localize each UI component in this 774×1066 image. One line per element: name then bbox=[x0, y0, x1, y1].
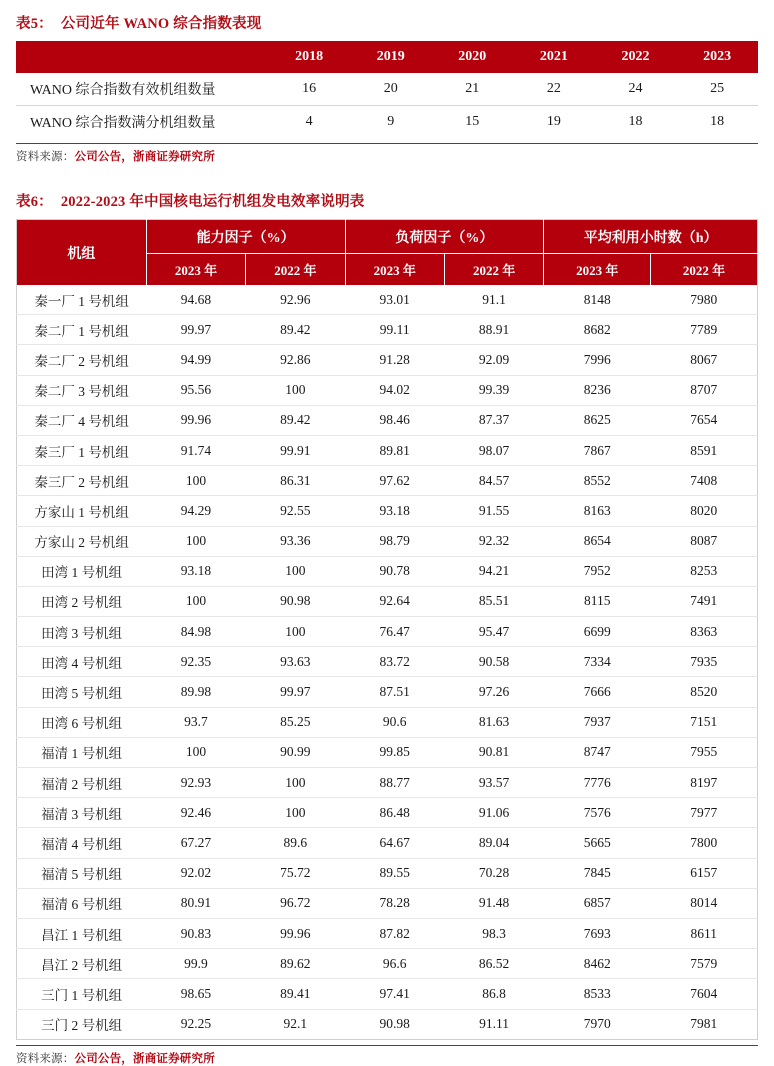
table6-cell: 90.98 bbox=[246, 586, 345, 616]
table5-caption-number: 表5： bbox=[16, 16, 53, 32]
table6-cell: 100 bbox=[146, 526, 245, 556]
table6-cell: 8087 bbox=[651, 526, 758, 556]
table6-cell: 90.98 bbox=[379, 1016, 410, 1032]
table6-group-header-capability: 能力因子（%） bbox=[146, 220, 345, 254]
table6-cell: 7980 bbox=[651, 285, 758, 315]
table6-unit-name: 田湾 4 号机组 bbox=[17, 647, 147, 677]
table6-cell: 98.07 bbox=[444, 435, 543, 465]
table6-unit-name: 三门 2 号机组 bbox=[41, 1018, 123, 1034]
table6-source-label: 资料来源： bbox=[16, 1052, 75, 1065]
table6-cell: 8148 bbox=[544, 285, 651, 315]
table-row bbox=[17, 345, 758, 375]
table-wano-index bbox=[16, 41, 758, 138]
table6-cell: 93.18 bbox=[146, 556, 245, 586]
table6-cell: 7977 bbox=[651, 798, 758, 828]
table6-unit-name: 福清 1 号机组 bbox=[17, 737, 147, 767]
table6-source-org: 公司公告，浙商证券研究所 bbox=[74, 1052, 215, 1065]
table5-row-label: WANO 综合指数满分机组数量 bbox=[30, 116, 216, 131]
table6-cell: 87.51 bbox=[345, 677, 444, 707]
table6-caption-text: 2022-2023 年中国核电运行机组发电效率说明表 bbox=[60, 194, 365, 210]
table6-sub-header-2: 2023 年 bbox=[345, 254, 444, 286]
table5-caption-text: 公司近年 WANO 综合指数表现 bbox=[60, 16, 262, 32]
table6-cell: 93.18 bbox=[345, 496, 444, 526]
table5-col-header-0 bbox=[16, 41, 268, 73]
table-row bbox=[17, 375, 758, 405]
table5-cell: 16 bbox=[268, 73, 350, 106]
table-row bbox=[17, 1009, 758, 1039]
table6-cell: 100 bbox=[246, 617, 345, 647]
table-row bbox=[17, 768, 758, 798]
table6-cell: 83.72 bbox=[345, 647, 444, 677]
table6-cell: 92.55 bbox=[246, 496, 345, 526]
table6-cell: 89.55 bbox=[345, 858, 444, 888]
table6-cell: 93.63 bbox=[246, 647, 345, 677]
table6-cell: 100 bbox=[246, 556, 345, 586]
table-row bbox=[17, 858, 758, 888]
table5-cell: 15 bbox=[465, 114, 480, 129]
table6-cell: 7408 bbox=[651, 466, 758, 496]
table6-cell: 100 bbox=[146, 466, 245, 496]
table6-cell: 95.56 bbox=[146, 375, 245, 405]
table5-cell: 21 bbox=[432, 73, 514, 106]
table6-unit-name: 秦一厂 1 号机组 bbox=[17, 285, 147, 315]
table6-cell: 8462 bbox=[544, 949, 651, 979]
table-row bbox=[17, 647, 758, 677]
table5-col-header-5: 2022 bbox=[595, 41, 677, 73]
table-row bbox=[17, 466, 758, 496]
table6-unit-name: 田湾 1 号机组 bbox=[17, 556, 147, 586]
table6-cell: 89.41 bbox=[246, 979, 345, 1009]
table6-cell: 64.67 bbox=[345, 828, 444, 858]
table6-cell: 100 bbox=[246, 768, 345, 798]
table6-cell: 86.52 bbox=[444, 949, 543, 979]
table6-cell: 99.11 bbox=[345, 315, 444, 345]
table6-unit-name: 昌江 2 号机组 bbox=[17, 949, 147, 979]
table6-cell: 89.42 bbox=[246, 405, 345, 435]
table5-source-label: 资料来源： bbox=[16, 151, 75, 163]
table5-head bbox=[16, 41, 758, 73]
table5-cell: 9 bbox=[387, 114, 395, 129]
table6-unit-name: 秦二厂 3 号机组 bbox=[17, 375, 147, 405]
table6-cell: 8552 bbox=[544, 466, 651, 496]
table5-col-header-2: 2019 bbox=[350, 41, 432, 73]
table6-cell: 85.51 bbox=[444, 586, 543, 616]
table-row bbox=[17, 828, 758, 858]
table6-cell: 8654 bbox=[544, 526, 651, 556]
table6-unit-name: 福清 5 号机组 bbox=[17, 858, 147, 888]
table6-cell: 67.27 bbox=[146, 828, 245, 858]
table6-cell: 84.98 bbox=[146, 617, 245, 647]
table-row bbox=[17, 707, 758, 737]
table6-cell: 7845 bbox=[544, 858, 651, 888]
table6-unit-name: 三门 1 号机组 bbox=[17, 979, 147, 1009]
table6-cell: 85.25 bbox=[246, 707, 345, 737]
table6-unit-name: 福清 2 号机组 bbox=[17, 768, 147, 798]
table6-cell: 8115 bbox=[544, 586, 651, 616]
table6-cell: 86.31 bbox=[246, 466, 345, 496]
table6-cell: 87.82 bbox=[345, 918, 444, 948]
table6-cell: 8747 bbox=[544, 737, 651, 767]
table6-cell: 92.32 bbox=[444, 526, 543, 556]
table6-unit-name: 福清 3 号机组 bbox=[17, 798, 147, 828]
table6-caption-number: 表6： bbox=[16, 194, 53, 210]
table6-cell: 88.77 bbox=[345, 768, 444, 798]
table6-cell: 86.48 bbox=[345, 798, 444, 828]
table6-cell: 98.65 bbox=[146, 979, 245, 1009]
table5-col-header-1: 2018 bbox=[268, 41, 350, 73]
table5-header-row bbox=[16, 41, 758, 73]
table6-cell: 8014 bbox=[651, 888, 758, 918]
table6-cell: 89.62 bbox=[246, 949, 345, 979]
table6-sub-header-3: 2022 年 bbox=[444, 254, 543, 286]
table6-cell: 7579 bbox=[651, 949, 758, 979]
table6-cell: 93.01 bbox=[345, 285, 444, 315]
table6-cell: 8163 bbox=[544, 496, 651, 526]
table-row bbox=[17, 918, 758, 948]
table6-cell: 91.48 bbox=[444, 888, 543, 918]
table6-cell: 91.55 bbox=[444, 496, 543, 526]
table5-source bbox=[16, 143, 758, 164]
table6-cell: 7776 bbox=[544, 768, 651, 798]
table6-cell: 70.28 bbox=[444, 858, 543, 888]
table6-cell: 92.86 bbox=[246, 345, 345, 375]
table6-cell: 100 bbox=[146, 737, 245, 767]
table-row bbox=[17, 737, 758, 767]
table-row bbox=[17, 315, 758, 345]
table6-cell: 80.91 bbox=[146, 888, 245, 918]
table6-cell: 91.1 bbox=[444, 285, 543, 315]
table6-cell: 8625 bbox=[544, 405, 651, 435]
table6-group-header-hours: 平均利用小时数（h） bbox=[544, 220, 758, 254]
table6-unit-name: 方家山 1 号机组 bbox=[17, 496, 147, 526]
table6-cell: 94.68 bbox=[146, 285, 245, 315]
table6-cell: 7491 bbox=[651, 586, 758, 616]
table-row bbox=[17, 617, 758, 647]
table6-unit-name: 秦三厂 2 号机组 bbox=[17, 466, 147, 496]
table6-cell: 7955 bbox=[651, 737, 758, 767]
table5-row-label: WANO 综合指数有效机组数量 bbox=[16, 73, 268, 106]
table6-cell: 78.28 bbox=[345, 888, 444, 918]
table6-unit-name: 方家山 2 号机组 bbox=[17, 526, 147, 556]
table6-cell: 99.96 bbox=[246, 918, 345, 948]
table6-cell: 94.99 bbox=[146, 345, 245, 375]
table6-cell: 7996 bbox=[544, 345, 651, 375]
table5-caption bbox=[16, 12, 758, 33]
table6-cell: 92.25 bbox=[180, 1016, 212, 1032]
table6-cell: 98.3 bbox=[444, 918, 543, 948]
table6-cell: 99.9 bbox=[146, 949, 245, 979]
table-unit-efficiency bbox=[16, 219, 758, 1040]
table6-unit-name: 秦二厂 2 号机组 bbox=[17, 345, 147, 375]
table6-cell: 90.6 bbox=[345, 707, 444, 737]
table5-cell: 25 bbox=[676, 73, 758, 106]
table6-caption bbox=[16, 190, 758, 211]
table6-cell: 98.79 bbox=[345, 526, 444, 556]
table-row bbox=[17, 556, 758, 586]
table6-cell: 100 bbox=[246, 375, 345, 405]
table6-cell: 94.02 bbox=[345, 375, 444, 405]
table6-head bbox=[17, 220, 758, 286]
table6-cell: 99.97 bbox=[246, 677, 345, 707]
table6-unit-name: 田湾 5 号机组 bbox=[17, 677, 147, 707]
table6-group-header-load: 负荷因子（%） bbox=[345, 220, 544, 254]
table6-cell: 92.02 bbox=[146, 858, 245, 888]
table5-col-header-4: 2021 bbox=[513, 41, 595, 73]
table6-cell: 96.72 bbox=[246, 888, 345, 918]
table6-cell: 99.91 bbox=[246, 435, 345, 465]
table-row bbox=[17, 405, 758, 435]
table6-cell: 93.36 bbox=[246, 526, 345, 556]
table6-cell: 89.42 bbox=[246, 315, 345, 345]
table6-cell: 8020 bbox=[651, 496, 758, 526]
table5-cell: 24 bbox=[595, 73, 677, 106]
table6-cell: 89.6 bbox=[246, 828, 345, 858]
table6-cell: 92.93 bbox=[146, 768, 245, 798]
table6-cell: 100 bbox=[246, 798, 345, 828]
table6-group-header-row bbox=[17, 220, 758, 254]
table6-body bbox=[17, 285, 758, 1039]
table6-cell: 95.47 bbox=[444, 617, 543, 647]
table6-cell: 92.96 bbox=[246, 285, 345, 315]
table5-cell: 22 bbox=[513, 73, 595, 106]
table6-cell: 8253 bbox=[651, 556, 758, 586]
table6-cell: 6157 bbox=[651, 858, 758, 888]
table5-cell: 18 bbox=[628, 114, 643, 129]
table6-cell: 92.1 bbox=[283, 1016, 308, 1032]
table-row bbox=[17, 949, 758, 979]
table6-source bbox=[16, 1045, 758, 1066]
table5-col-header-3: 2020 bbox=[432, 41, 514, 73]
table-row bbox=[16, 106, 758, 139]
table6-cell: 6857 bbox=[544, 888, 651, 918]
table6-unit-name: 田湾 6 号机组 bbox=[17, 707, 147, 737]
table-row bbox=[17, 435, 758, 465]
table5-source-org: 公司公告，浙商证券研究所 bbox=[74, 151, 215, 163]
table6-unit-name: 田湾 2 号机组 bbox=[17, 586, 147, 616]
table5-cell: 19 bbox=[546, 114, 561, 129]
table6-cell: 92.09 bbox=[444, 345, 543, 375]
table6-cell: 92.64 bbox=[345, 586, 444, 616]
table6-cell: 7693 bbox=[544, 918, 651, 948]
table6-cell: 6699 bbox=[544, 617, 651, 647]
table6-cell: 96.6 bbox=[345, 949, 444, 979]
table6-cell: 7666 bbox=[544, 677, 651, 707]
table6-cell: 93.57 bbox=[444, 768, 543, 798]
table6-cell: 7151 bbox=[651, 707, 758, 737]
table6-cell: 87.37 bbox=[444, 405, 543, 435]
table6-unit-name: 秦三厂 1 号机组 bbox=[17, 435, 147, 465]
table6-cell: 7867 bbox=[544, 435, 651, 465]
table6-unit-name: 福清 4 号机组 bbox=[17, 828, 147, 858]
table6-cell: 7576 bbox=[544, 798, 651, 828]
table6-cell: 7981 bbox=[690, 1016, 718, 1032]
table-row bbox=[17, 677, 758, 707]
table-row bbox=[17, 496, 758, 526]
table6-cell: 91.28 bbox=[345, 345, 444, 375]
table-row bbox=[17, 798, 758, 828]
table6-unit-name: 秦二厂 4 号机组 bbox=[17, 405, 147, 435]
table6-cell: 99.85 bbox=[345, 737, 444, 767]
table6-cell: 5665 bbox=[544, 828, 651, 858]
table-row bbox=[17, 285, 758, 315]
table6-cell: 8707 bbox=[651, 375, 758, 405]
table6-sub-header-5: 2022 年 bbox=[651, 254, 758, 286]
table6-cell: 8682 bbox=[544, 315, 651, 345]
table6-cell: 8363 bbox=[651, 617, 758, 647]
table6-cell: 7937 bbox=[544, 707, 651, 737]
table6-cell: 90.83 bbox=[146, 918, 245, 948]
table6-cell: 8236 bbox=[544, 375, 651, 405]
table6-cell: 99.96 bbox=[146, 405, 245, 435]
table6-cell: 89.04 bbox=[444, 828, 543, 858]
table6-cell: 94.21 bbox=[444, 556, 543, 586]
table6-sub-header-1: 2022 年 bbox=[246, 254, 345, 286]
table6-cell: 8533 bbox=[544, 979, 651, 1009]
table6-cell: 8611 bbox=[651, 918, 758, 948]
table6-cell: 81.63 bbox=[444, 707, 543, 737]
table-row bbox=[17, 526, 758, 556]
table5-col-header-6: 2023 bbox=[676, 41, 758, 73]
table-row bbox=[17, 979, 758, 1009]
table6-cell: 7970 bbox=[583, 1016, 611, 1032]
table5-cell: 20 bbox=[350, 73, 432, 106]
table6-cell: 7935 bbox=[651, 647, 758, 677]
table6-cell: 7334 bbox=[544, 647, 651, 677]
table6-unit-name: 福清 6 号机组 bbox=[17, 888, 147, 918]
table6-cell: 84.57 bbox=[444, 466, 543, 496]
table6-cell: 90.78 bbox=[345, 556, 444, 586]
table6-unit-name: 秦二厂 1 号机组 bbox=[17, 315, 147, 345]
table6-sub-header-4: 2023 年 bbox=[544, 254, 651, 286]
table6-cell: 90.81 bbox=[444, 737, 543, 767]
table6-unit-name: 田湾 3 号机组 bbox=[17, 617, 147, 647]
table6-cell: 76.47 bbox=[345, 617, 444, 647]
table5-body bbox=[16, 73, 758, 138]
table6-cell: 99.97 bbox=[146, 315, 245, 345]
table-row bbox=[16, 73, 758, 106]
table6-cell: 94.29 bbox=[146, 496, 245, 526]
table6-cell: 97.41 bbox=[345, 979, 444, 1009]
table6-cell: 89.98 bbox=[146, 677, 245, 707]
table6-cell: 90.58 bbox=[444, 647, 543, 677]
table6-cell: 8520 bbox=[651, 677, 758, 707]
table-row bbox=[17, 586, 758, 616]
table6-cell: 7654 bbox=[651, 405, 758, 435]
table-row bbox=[17, 888, 758, 918]
table6-cell: 7952 bbox=[544, 556, 651, 586]
table6-cell: 97.62 bbox=[345, 466, 444, 496]
table6-cell: 7604 bbox=[651, 979, 758, 1009]
table6-cell: 8067 bbox=[651, 345, 758, 375]
table6-cell: 90.99 bbox=[246, 737, 345, 767]
table5-cell: 18 bbox=[710, 114, 725, 129]
table6-cell: 93.7 bbox=[146, 707, 245, 737]
table6-cell: 7800 bbox=[651, 828, 758, 858]
table5-cell: 4 bbox=[305, 114, 313, 129]
table6-cell: 8197 bbox=[651, 768, 758, 798]
table6-cell: 75.72 bbox=[246, 858, 345, 888]
table6-cell: 7789 bbox=[651, 315, 758, 345]
table6-cell: 89.81 bbox=[345, 435, 444, 465]
table6-cell: 98.46 bbox=[345, 405, 444, 435]
table6-cell: 91.74 bbox=[146, 435, 245, 465]
table6-col-header-unit: 机组 bbox=[17, 220, 147, 286]
table6-cell: 91.06 bbox=[444, 798, 543, 828]
table6-cell: 88.91 bbox=[444, 315, 543, 345]
table6-cell: 97.26 bbox=[444, 677, 543, 707]
table6-cell: 86.8 bbox=[444, 979, 543, 1009]
table6-cell: 91.11 bbox=[479, 1016, 510, 1032]
table6-cell: 92.46 bbox=[146, 798, 245, 828]
table6-cell: 100 bbox=[146, 586, 245, 616]
table6-unit-name: 昌江 1 号机组 bbox=[17, 918, 147, 948]
table6-cell: 92.35 bbox=[146, 647, 245, 677]
table6-sub-header-0: 2023 年 bbox=[146, 254, 245, 286]
table6-cell: 8591 bbox=[651, 435, 758, 465]
table6-cell: 99.39 bbox=[444, 375, 543, 405]
